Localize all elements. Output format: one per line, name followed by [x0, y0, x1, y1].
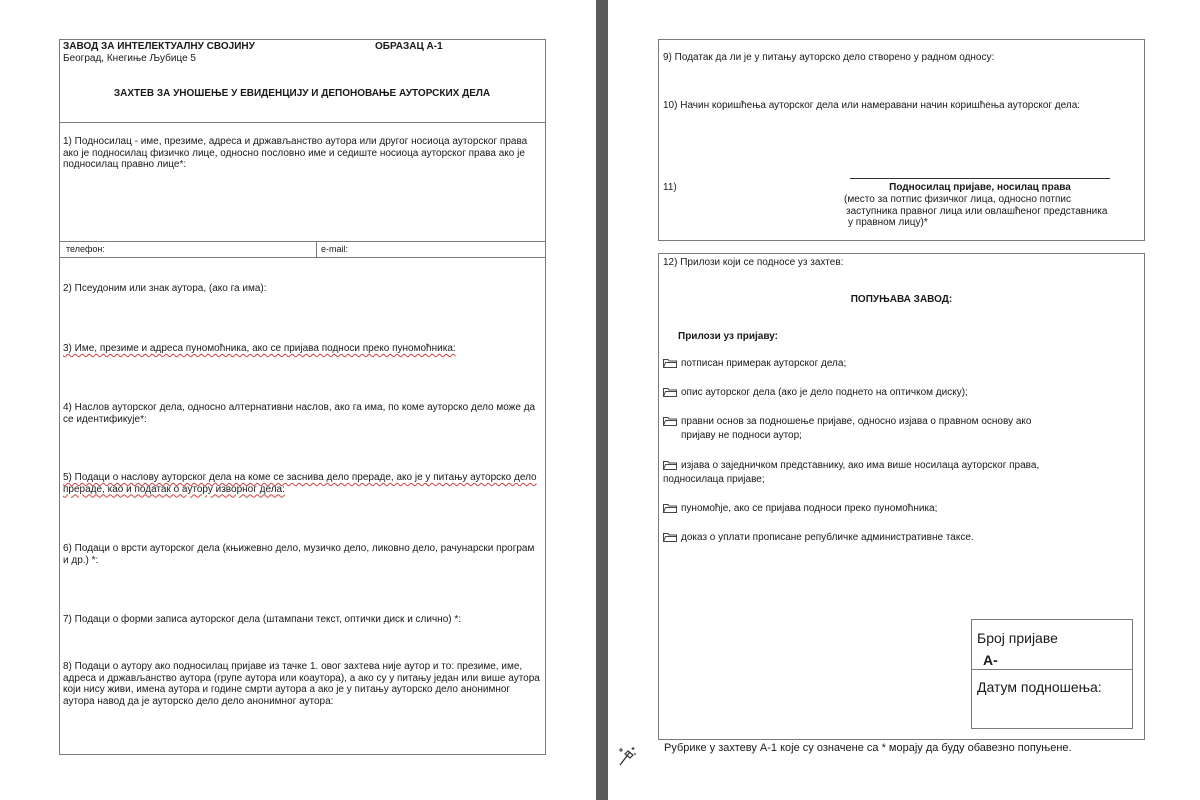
section-8: 8) Подаци о аутору ако подносилац пријаве из тачке 1. овог захтева није аутор и то: презиме, име, адреса и држављанство аутора (групе аутора или коаутора), а ако су у питању један или више аутора који нису живи, имена аутора и године смрти аутора а ако је у питању ауторско дело анонимног аутора навод да је ауторско дело дело анонимног аутора: — [63, 661, 540, 707]
application-number-label: Број пријаве — [977, 630, 1058, 646]
attachment-item-continued: пријаву не подноси аутор; — [681, 430, 802, 441]
attachment-item: пуномоћје, ако се пријава подноси преко пуномоћника; — [681, 503, 938, 514]
email-label: е-mail: — [321, 244, 349, 254]
submission-date-label: Датум подношења: — [977, 679, 1102, 695]
section-4: 4) Наслов ауторског дела, односно алтернативни наслов, ако га има, по коме ауторско дело може да се идентификује*: — [63, 402, 536, 425]
section-9: 9) Податак да ли је у питању ауторско дело створено у радном односу: — [663, 52, 995, 63]
attachment-item: потписан примерак ауторског дела; — [681, 358, 847, 369]
attachment-item: доказ о уплати прописане републичке административне таксе. — [681, 532, 974, 543]
attachment-item: правни основ за подношење пријаве, односно изјава о правном основу ако — [681, 416, 1032, 427]
application-number-value: А- — [983, 652, 998, 668]
section-11-number: 11) — [663, 182, 677, 193]
form-code: ОБРАЗАЦ А-1 — [375, 41, 443, 52]
section-1: 1) Подносилац - име, презиме, адреса и држављанство аутора или другог носиоца ауторског права ако је подносилац физичко лице, односно пословно име и седиште носиоца ауторског права ако је подносилац правно лице*: — [63, 136, 528, 170]
folder-icon — [663, 503, 677, 513]
section-5: 5) Подаци о наслову ауторског дела на коме се заснива дело прераде, ако је у питању ауторско дело прераде, као и податак о аутору изворног дела: — [63, 472, 537, 495]
stamp-divider — [972, 669, 1132, 670]
attachment-item: изјава о заједничком представнику, ако има више носилаца ауторског права, — [681, 460, 1040, 471]
signature-note-1: (место за потпис физичког лица, односно потпис — [844, 194, 1072, 205]
phone-label: телефон: — [66, 244, 105, 254]
signature-note-3: у правном лицу)* — [848, 217, 928, 228]
attachment-item-continued: подносилаца пријаве; — [663, 474, 765, 485]
contact-row-bottom — [59, 257, 546, 258]
wand-icon — [616, 745, 638, 767]
section-7: 7) Подаци о форми записа ауторског дела (штампани текст, оптички диск и слично) *: — [63, 614, 462, 625]
contact-row-split — [316, 241, 317, 257]
page-divider — [596, 0, 608, 800]
folder-icon — [663, 460, 677, 470]
folder-icon — [663, 416, 677, 426]
section-10: 10) Начин коришћења ауторског дела или намеравани начин коришћења ауторског дела: — [663, 100, 1081, 111]
folder-icon — [663, 358, 677, 368]
folder-icon — [663, 532, 677, 542]
signature-title: Подносилац пријаве, носилац права — [889, 182, 1071, 193]
folder-icon — [663, 387, 677, 397]
right-page — [608, 0, 1200, 800]
signature-line — [850, 178, 1110, 179]
office-use-title: ПОПУЊАВА ЗАВОД: — [850, 294, 953, 305]
contact-row-top — [59, 241, 546, 242]
section-3: 3) Име, презиме и адреса пуномоћника, ако се пријава подноси преко пуномоћника: — [63, 343, 456, 354]
form-title: ЗАХТЕВ ЗА УНОШЕЊЕ У ЕВИДЕНЦИЈУ И ДЕПОНОВАЊЕ АУТОРСКИХ ДЕЛА — [113, 88, 491, 99]
section-2: 2) Псеудоним или знак аутора, (ако га има): — [63, 283, 267, 294]
signature-note-2: заступника правног лица или овлашћеног представника — [846, 206, 1108, 217]
footnote: Рубрике у захтеву А-1 које су означене са * морају да буду обавезно попуњене. — [664, 742, 1072, 754]
left-page — [0, 0, 596, 800]
attachments-title: Прилози уз пријаву: — [678, 331, 779, 342]
attachment-item: опис ауторског дела (ако је дело поднето на оптичком диску); — [681, 387, 968, 398]
office-stamp-box — [971, 619, 1133, 729]
section-6: 6) Подаци о врсти ауторског дела (књижевно дело, музичко дело, ликовно дело, рачунарски програм и др.) *: — [63, 543, 535, 566]
header-divider — [59, 122, 546, 123]
section-12: 12) Прилози који се подносе уз захтев: — [663, 257, 844, 268]
org-address: Београд, Кнегиње Љубице 5 — [63, 53, 196, 64]
org-name: ЗАВОД ЗА ИНТЕЛЕКТУАЛНУ СВОЈИНУ — [63, 41, 255, 52]
